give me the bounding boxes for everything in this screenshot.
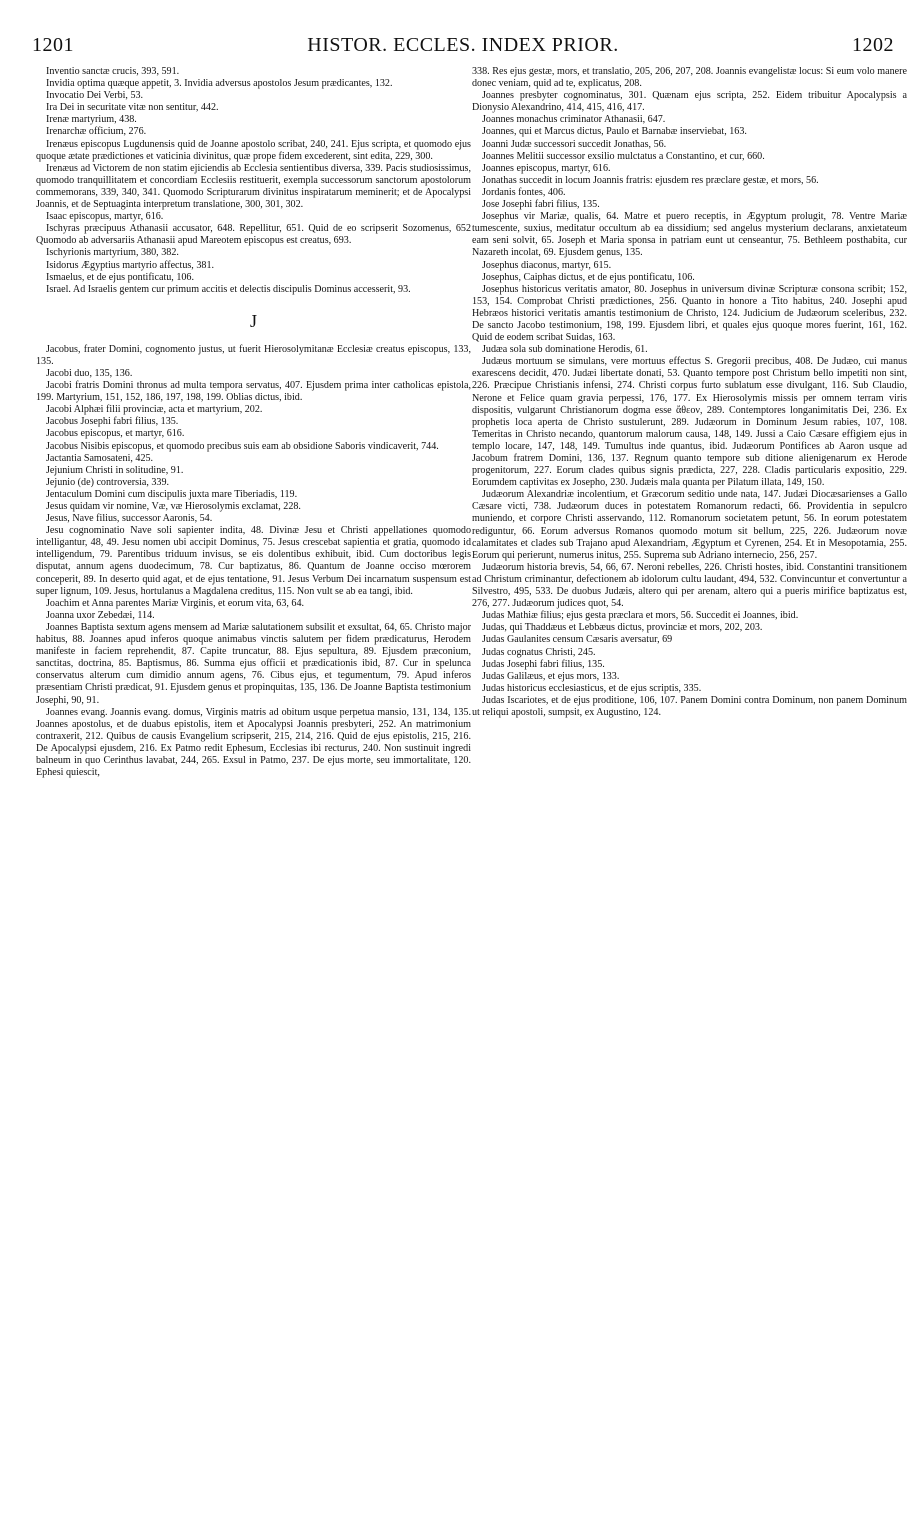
- index-entry: Isidorus Ægyptius martyrio affectus, 381.: [46, 259, 215, 271]
- index-entry: Irenæus episcopus Lugdunensis quid de Joanne apostolo scribat, 240, 241. Ejus scripta, et quomodo ejus quoque ætate prædictiones et vaticinia divinitus, quæ prope fidem excederent, sint edita, 229, 300.: [36, 138, 471, 162]
- index-entry: Judas Mathiæ filius; ejus gesta præclara et mors, 56. Succedit ei Joannes, ibid.: [482, 610, 799, 622]
- index-entry: Jesu cognominatio Nave soli sapienter indita, 48. Divinæ Jesu et Christi appellationes quomodo intelligantur, 48, 49. Jesu nomen ubi accipit Dominus, 75. Jesus crescebat sapientia et gratia, quomodo id intelligendum, 79. Parentibus triduum invisus, se eis dolentibus exhibuit, ibid. Cum doctoribus legis disputat, annum agens duodecimum, 78. Cur baptizatus, 86. Quantum de Joanne occiso mœrorem conceperit, 89. In deserto quid agat, et de ejus tentatione, 91. Jesus Verbum Dei incarnatum suspensum est super lignum, 109. Jesus, hortulanus a Magdalena creditus, 115. Non vult se ab ea tangi, ibid.: [36, 525, 471, 597]
- page-number-right: 1202: [852, 34, 894, 56]
- index-entry: Isaac episcopus, martyr, 616.: [46, 211, 164, 223]
- section-letter-heading: J: [249, 310, 257, 331]
- index-entry: Invocatio Dei Verbi, 53.: [46, 90, 144, 102]
- running-title: HISTOR. ECCLES. INDEX PRIOR.: [307, 34, 619, 56]
- entries-j: [36, 344, 471, 779]
- index-entry: Ismaelus, et de ejus pontificatu, 106.: [46, 271, 195, 283]
- index-entry: Josephus vir Mariæ, qualis, 64. Matre et puero receptis, in Ægyptum prolugit, 78. Ventre Mariæ tumescente, suxius, meditatur occultum ab ea dissidium; sed angelus mysterium declarans, anxietateum eam seni solvit, 65. Joseph et Maria sponsa in patriam eunt ut censeantur, 75. Bethleem posthabita, cur Nazareth incolat, 69. Ejusdem genus, 135.: [472, 211, 907, 259]
- index-entry: Ischyrionis martyrium, 380, 382.: [46, 247, 179, 259]
- index-entry: Inventio sanctæ crucis, 393, 591.: [46, 66, 180, 77]
- index-entry: Jacobus Josephi fabri filius, 135.: [46, 416, 179, 428]
- page-number-left: 1201: [32, 34, 74, 56]
- index-entry: Jentaculum Domini cum discipulis juxta mare Tiberiadis, 119.: [46, 488, 298, 500]
- index-entry: Jejunio (de) controversia, 339.: [46, 476, 170, 488]
- index-entry: Josephus, Caiphas dictus, et de ejus pontificatu, 106.: [482, 271, 695, 283]
- index-entry: Jacobi duo, 135, 136.: [46, 367, 133, 379]
- index-entry: Jactantia Samosateni, 425.: [46, 452, 154, 464]
- index-entry: Invidia optima quæque appetit, 3. Invidia adversus apostolos Jesum prædicantes, 132.: [46, 78, 393, 90]
- index-entry: Jejunium Christi in solitudine, 91.: [46, 464, 184, 476]
- index-entry: Ischyras præcipuus Athanasii accusator, 648. Repellitur, 651. Quid de eo scripserit Sozomenus, 652 Quomodo ab adversariis Athanasii apud Mareotem episcopus est creatus, 693.: [36, 223, 471, 247]
- index-entry: Joannes, qui et Marcus dictus, Paulo et Barnabæ inserviebat, 163.: [482, 126, 747, 138]
- index-entry: Joannes Baptista sextum agens mensem ad Mariæ salutationem subsilit et exsultat, 64, 65. Christo major habitus, 88. Joannes apud inferos quoque animabus vinctis salutem per fidem prædicaturus, Herodem manifeste in faciem reprehendit, 87. Capite truncatur, 88. Ejus sepultura, 89. Ejusdem præconium, sanctitas, doctrina, 85. Baptismus, 86. Summa ejus officii et prædicationis ibid, 87. Cur in spelunca conservatus alterum cum dimidio annum agens, 76. Cibus ejus, et tegumentum, 79. Apud inferos præsentiam Christi prædicat, 91. Ejusdem genus et propinquitas, 135, 136. De Joanne Baptista testimonium Josephi, 90, 91.: [36, 621, 471, 706]
- index-entry: Joanna uxor Zebedæi, 114.: [46, 609, 155, 621]
- index-entry: Jesus, Nave filius, successor Aaronis, 54.: [46, 513, 213, 525]
- index-entry: Judas Josephi fabri filius, 135.: [482, 658, 605, 670]
- index-entry: Jonathas succedit in locum Joannis fratris: ejusdem res præclare gestæ, et mors, 56.: [482, 174, 819, 186]
- index-entry: Irenæ martyrium, 438.: [46, 114, 137, 126]
- index-entry: Joannes Melitii successor exsilio mulctatus a Constantino, et cur, 660.: [482, 150, 765, 162]
- index-entry: Joannes presbyter cognominatus, 301. Quænam ejus scripta, 252. Eidem tribuitur Apocalypsis a Dionysio Alexandrino, 414, 415, 416, 417.: [472, 90, 907, 114]
- index-entry: Irenarchæ officium, 276.: [46, 126, 147, 138]
- page-header: [32, 34, 894, 64]
- index-entry: Jacobus, frater Domini, cognomento justus, ut fuerit Hierosolymitanæ Ecclesiæ creatus episcopus, 133, 135.: [36, 343, 471, 367]
- index-entry: Jose Josephi fabri filius, 135.: [482, 199, 600, 211]
- index-entry: Joannes evang. Joannis evang. domus, Virginis matris ad obitum usque perpetua mansio, 131, 134, 135. Joannes apostolus, et de duabus epistolis, item et Apocalypsi Joannis presbyteri, 252. An matrimonium contraxerit, 212. Quibus de causis Evangelium scripserit, 215, 214, 216. Quid de ejus epistolis, 215, 216. De Apocalypsi ejusdem, 216. Ex Patmo redit Ephesum, Ecclesias ibi recturus, 240. Non sustinuit ingredi balneum in quo Cerinthus lavabat, 244, 265. Exsul in Patmo, 237. De ejus morte, seu immortalitate, 120. Ephesi quiescit,: [36, 706, 471, 779]
- index-entry: Judas Iscariotes, et de ejus proditione, 106, 107. Panem Domini contra Dominum, non panem Dominum ut reliqui apostoli, sumpsit, ex Augustino, 124.: [472, 694, 907, 718]
- index-entry: Judæus mortuum se simulans, vere mortuus effectus S. Gregorii precibus, 408. De Judæo, cui manus exarescens decidit, 470. Judæi libertate donati, 53. Quanto tempore post Christum bello impetiti non sint, 226. Præcipue Christianis infensi, 274. Christi corpus furto sublatum esse divulgant, 116. Sub Claudio, Nerone et Felice quam gravia perpessi, 176, 177. Ex Hierosolymis missis per omnem terram viris dispositis, vulgarunt Christianorum dogma esse ἄθεον, 289. Contemptores longanimitatis Dei, 236. Ex prophetis loca aperta de Christo sustulerunt, 289. Judæorum in Dominum Jesum rabies, 107, 108. Temeritas in Christo necando, quantorum malorum causa, 148, 149. Jussi a Caio Cæsare effigiem ejus in templo locare, 147, 148, 149. Tumultus inde quantus, ibid. Judæorum Pontifices ab Aaron usque ad Jacobum fratrem Domini, 136, 137. Regnum quanto tempore sub ditione alienigenarum ex Herode progenitorum, 227. Eorum clades quibus signis prædicta, 227, 228. Cladis particularis expositio, 229. Eorumdem captivitas ex Josepho, 230. Judæis mala quanta per Pilatum illata, 149, 150.: [472, 356, 907, 489]
- left-column: [36, 66, 471, 1534]
- index-entry: Judas cognatus Christi, 245.: [482, 646, 596, 658]
- index-entry: Israel. Ad Israelis gentem cur primum accitis et delectis discipulis Dominus accesserit, 93.: [46, 283, 411, 295]
- index-entry: Ira Dei in securitate vitæ non sentitur, 442.: [46, 102, 219, 114]
- index-entry: Judas, qui Thaddæus et Lebbæus dictus, provinciæ et mors, 202, 203.: [482, 622, 763, 634]
- right-column: [472, 66, 907, 1534]
- index-entry: Joannes monachus criminator Athanasii, 647.: [482, 114, 666, 126]
- index-entry: Jacobi Alphæi filii provinciæ, acta et martyrium, 202.: [46, 404, 263, 416]
- index-entry: Jacobus Nisibis episcopus, et quomodo precibus suis eam ab obsidione Saboris vindicaverit, 744.: [46, 440, 439, 452]
- index-entry: Jesus quidam vir nomine, Væ, væ Hierosolymis exclamat, 228.: [46, 501, 301, 512]
- index-entry: Judæorum Alexandriæ incolentium, et Græcorum seditio unde nata, 147. Judæi Diocæsarienses a Gallo Cæsare victi, 738. Judæorum duces in potestatem Romanorum redacti, 66. Providentia in sepulcro muniendo, et corpore Christi asservando, 112. Romanorum societatem petunt, 56. In eorum potestatem rediguntur, 66. Eorum adversus Romanos quomodo motum sit bellum, 225, 226. Judæorum novæ calamitates et clades sub Trajano apud Alexandriam, Ægyptum et Cyrenen, 254. Et in Mesopotamia, 255. Eorum qui perierunt, numerus initus, 255. Suprema sub Adriano internecio, 256, 257.: [472, 489, 907, 561]
- index-entry: Jacobi fratris Domini thronus ad multa tempora servatus, 407. Ejusdem prima inter catholicas epistola, 199. Martyrium, 151, 152, 186, 197, 198, 199. Oblias dictus, ibid.: [36, 380, 471, 404]
- index-entry: Joachim et Anna parentes Mariæ Virginis, et eorum vita, 63, 64.: [46, 597, 305, 609]
- index-entry-continued: 338. Res ejus gestæ, mors, et translatio, 205, 206, 207, 208. Joannis evangelistæ locus: Si eum volo manere donec veniam, quid ad te, explicatus, 208.: [472, 66, 907, 90]
- index-entry: Josephus historicus veritatis amator, 80. Josephus in universum divinæ Scripturæ consona scribit; 152, 153, 154. Comprobat Christi prædictiones, 256. Quanto in honore a Tito habitus, 240. Josephi apud Hebræos historici veritatis amantis testimonium de Christo, 124. Judicium de Judæorum sceleribus, 232. De sancto Jacobo testimonium, 198, 199. Ejusdem libri, et quales ejus quoque mores fuerint, 161, 162. Quid de eodem scribat Suidas, 163.: [472, 283, 907, 344]
- entries-i: [36, 66, 471, 296]
- index-entry: Jacobus episcopus, et martyr, 616.: [46, 428, 185, 440]
- index-entry: Irenæus ad Victorem de non statim ejiciendis ab Ecclesia sentientibus diversa, 339. Pacis studiosissimus, quomodo tranquillitatem et concordiam Ecclesiis restituerit, exempla successorum sanctorum apostolorum commemorans, 339, 340, 341. Quomodo Scripturarum divinitus inspiratarum meminerit; et de Apocalypsi Joannis, et de Septuaginta interpretum translatione, 300, 301, 302.: [36, 162, 471, 211]
- index-entry: Judas historicus ecclesiasticus, et de ejus scriptis, 335.: [482, 682, 702, 694]
- index-entry: Joanni Judæ successori succedit Jonathas, 56.: [482, 138, 667, 150]
- index-entry: Judæa sola sub dominatione Herodis, 61.: [482, 344, 648, 356]
- index-entry: Josephus diaconus, martyr, 615.: [482, 259, 612, 271]
- index-entry: Joannes episcopus, martyr, 616.: [482, 162, 611, 174]
- index-entry: Jordanis fontes, 406.: [482, 186, 566, 198]
- index-entry: Judas Gaulanites censum Cæsaris aversatur, 69: [482, 634, 673, 646]
- index-entry: Judæorum historia brevis, 54, 66, 67. Neroni rebelles, 226. Christi hostes, ibid. Constantini transitionem ad Christum criminantur, defectionem ab idolorum cultu laudant, 494, 532. Convincuntur et convertuntur a Silvestro, 495, 533. De duobus Judæis, altero qui per arenam, altero qui a pueris mirifice baptizatus est, 276, 277. Judæorum judices quot, 54.: [472, 561, 907, 610]
- index-entry: Judas Galilæus, et ejus mors, 133.: [482, 670, 620, 682]
